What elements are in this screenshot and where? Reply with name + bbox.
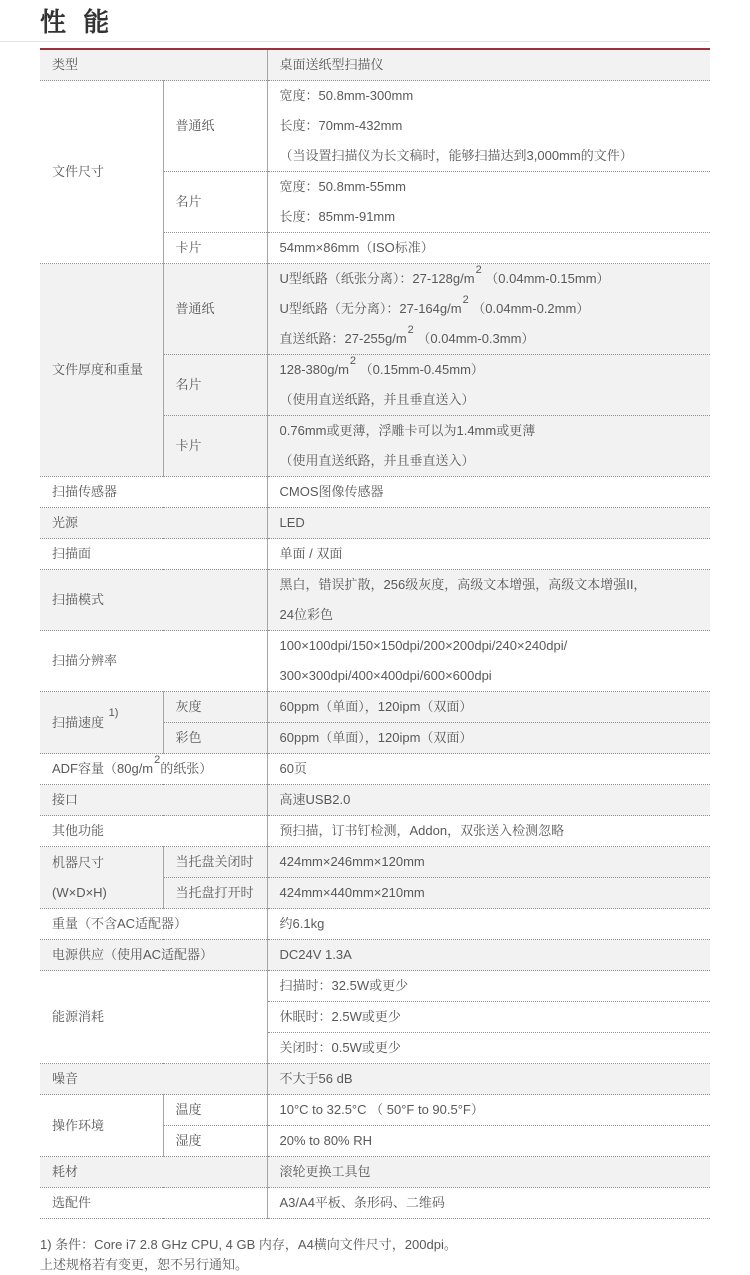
spec-label-cell — [40, 909, 267, 940]
superscript: 2 — [407, 323, 414, 336]
spec-sublabel: 当托盘打开时 — [175, 885, 254, 900]
spec-value-cell — [267, 233, 710, 264]
spec-value: 单面 / 双面 — [279, 546, 343, 561]
spec-value-cell — [267, 692, 710, 723]
spec-value: 高速USB2.0 — [279, 792, 351, 807]
spec-sublabel: 普通纸 — [175, 301, 215, 316]
spec-value-cell — [267, 570, 710, 631]
spec-value: 宽度：50.8mm-300mm — [279, 88, 414, 103]
spec-sublabel: 灰度 — [175, 699, 202, 714]
row-noise — [40, 1064, 710, 1095]
spec-label: 噪音 — [52, 1071, 79, 1086]
row-resolution — [40, 631, 710, 692]
spec-value-cell — [267, 539, 710, 570]
spec-label: 扫描面 — [52, 546, 92, 561]
spec-label-cell — [40, 816, 267, 847]
spec-label: 电源供应（使用AC适配器） — [52, 947, 214, 962]
spec-value: 桌面送纸型扫描仪 — [279, 57, 384, 72]
spec-sublabel-cell — [163, 847, 267, 878]
spec-label: 其他功能 — [52, 823, 105, 838]
row-other-functions — [40, 816, 710, 847]
spec-value-cell — [267, 49, 710, 81]
spec-value: 扫描时：32.5W或更少 — [279, 978, 409, 993]
spec-sublabel-cell — [163, 1095, 267, 1126]
spec-label-cell — [40, 1157, 267, 1188]
spec-value: $128-380g/m^2$ （0.15mm-0.45mm） — [279, 354, 484, 377]
spec-value: 约6.1kg — [279, 916, 325, 931]
spec-label: (W×D×H) — [52, 884, 107, 900]
spec-value-cell — [267, 1126, 710, 1157]
spec-label-cell — [40, 49, 267, 81]
spec-value-cell — [267, 1188, 710, 1219]
spec-label: 扫描速度 $^{1)}$ — [52, 707, 119, 730]
spec-label-cell — [40, 81, 163, 264]
spec-label-cell — [40, 692, 163, 754]
spec-label-cell — [40, 971, 267, 1064]
spec-value-cell — [267, 355, 710, 416]
spec-value: 长度：70mm-432mm — [279, 118, 403, 133]
spec-value: 休眠时：2.5W或更少 — [279, 1009, 401, 1024]
spec-value: 424mm×246mm×120mm — [279, 854, 425, 869]
spec-value: 424mm×440mm×210mm — [279, 885, 425, 900]
spec-label: 扫描分辨率 — [52, 653, 118, 668]
row-type — [40, 49, 710, 81]
spec-sublabel: 卡片 — [175, 240, 202, 255]
spec-value-cell — [267, 1002, 710, 1033]
spec-label: 扫描模式 — [52, 592, 105, 607]
spec-label-cell — [40, 264, 163, 477]
spec-value: 60ppm（单面），120ipm（双面） — [279, 699, 473, 714]
spec-label-cell — [40, 940, 267, 971]
row-scan-side — [40, 539, 710, 570]
spec-sublabel-cell — [163, 355, 267, 416]
spec-value-cell — [267, 816, 710, 847]
spec-table — [40, 48, 710, 1219]
spec-label-cell — [40, 754, 267, 785]
footnote-disclaimer: 上述规格若有变更，恕不另行通知。 — [40, 1257, 249, 1272]
spec-label-cell — [40, 539, 267, 570]
spec-value-cell — [267, 477, 710, 508]
spec-label-cell — [40, 570, 267, 631]
spec-value: 300×300dpi/400×400dpi/600×600dpi — [279, 668, 492, 683]
superscript: 2 — [475, 263, 482, 276]
spec-label-cell — [40, 785, 267, 816]
spec-sublabel-cell — [163, 692, 267, 723]
spec-label: 重量（不含AC适配器） — [52, 916, 188, 931]
spec-sublabel-cell — [163, 416, 267, 477]
row-consumables — [40, 1157, 710, 1188]
spec-value: 20% to 80% RH — [279, 1133, 373, 1148]
row-scan-modes — [40, 570, 710, 631]
spec-label: 能源消耗 — [52, 1009, 105, 1024]
superscript: 2 — [154, 753, 161, 766]
spec-value: 60ppm（单面），120ipm（双面） — [279, 730, 473, 745]
spec-label: 扫描传感器 — [52, 484, 118, 499]
spec-value: 不大于56 dB — [279, 1071, 353, 1086]
spec-value: 关闭时：0.5W或更少 — [279, 1040, 401, 1055]
spec-label-cell — [40, 631, 267, 692]
spec-value-cell — [267, 508, 710, 539]
spec-value-cell — [267, 878, 710, 909]
spec-label: ADF容量（$80g/m^2$的纸张） — [52, 753, 213, 776]
spec-value: 直送纸路：$27-255g/m^2$ （0.04mm-0.3mm） — [279, 323, 535, 346]
spec-value-cell — [267, 847, 710, 878]
spec-label: 操作环境 — [52, 1117, 105, 1133]
spec-value: A3/A4平板、条形码、二维码 — [279, 1195, 445, 1210]
spec-value: 24位彩色 — [279, 607, 333, 622]
spec-label: 类型 — [52, 57, 79, 72]
spec-sublabel-cell — [163, 878, 267, 909]
spec-label: 耗材 — [52, 1164, 79, 1179]
spec-sublabel: 彩色 — [175, 730, 202, 745]
row-environment-temp — [40, 1095, 710, 1126]
spec-label: 机器尺寸 — [52, 854, 105, 870]
spec-value: （使用直送纸路，并且垂直送入） — [279, 392, 475, 407]
spec-value: 预扫描，订书钉检测，Addon，双张送入检测忽略 — [279, 823, 565, 838]
spec-value: 54mm×86mm（ISO标准） — [279, 240, 434, 255]
spec-value-cell — [267, 264, 710, 355]
spec-value: 滚轮更换工具包 — [279, 1164, 371, 1179]
spec-label-cell — [40, 1095, 163, 1157]
page-title: 性 能 — [40, 7, 115, 37]
spec-sublabel: 当托盘关闭时 — [175, 854, 254, 869]
spec-value: 10°C to 32.5°C （ 50°F to 90.5°F） — [279, 1102, 484, 1117]
footnote-ref: 1) — [108, 707, 119, 720]
spec-value-cell — [267, 1064, 710, 1095]
spec-sublabel: 普通纸 — [175, 118, 215, 133]
row-interface — [40, 785, 710, 816]
spec-value: 60页 — [279, 761, 307, 776]
spec-value: 黑白，错误扩散，256级灰度，高级文本增强，高级文本增强II， — [279, 577, 647, 592]
row-sensor — [40, 477, 710, 508]
superscript: 2 — [462, 293, 469, 306]
spec-value-cell — [267, 1157, 710, 1188]
row-options — [40, 1188, 710, 1219]
spec-value: 宽度：50.8mm-55mm — [279, 179, 406, 194]
row-energy-scanning — [40, 971, 710, 1002]
spec-value-cell — [267, 416, 710, 477]
spec-value-cell — [267, 1033, 710, 1064]
spec-value-cell — [267, 971, 710, 1002]
spec-sublabel-cell — [163, 1126, 267, 1157]
spec-sublabel-cell — [163, 172, 267, 233]
row-weight — [40, 909, 710, 940]
spec-value: DC24V 1.3A — [279, 947, 352, 962]
spec-value-cell — [267, 81, 710, 172]
spec-value-cell — [267, 172, 710, 233]
spec-label-cell — [40, 1188, 267, 1219]
spec-sublabel: 湿度 — [175, 1133, 202, 1148]
spec-value-cell — [267, 631, 710, 692]
spec-label: 文件尺寸 — [52, 164, 105, 179]
spec-value-cell — [267, 723, 710, 754]
spec-sublabel-cell — [163, 81, 267, 172]
row-power-supply — [40, 940, 710, 971]
spec-value-cell — [267, 940, 710, 971]
spec-value-cell — [267, 754, 710, 785]
spec-value: 0.76mm或更薄，浮雕卡可以为1.4mm或更薄 — [279, 423, 536, 438]
footnotes — [40, 1235, 710, 1275]
spec-value: U型纸路（无分离）：$27-164g/m^2$ （0.04mm-0.2mm） — [279, 293, 590, 316]
footnote-condition: 1) 条件：Core i7 2.8 GHz CPU, 4 GB 内存，A4横向文件尺寸，200dpi。 — [40, 1237, 457, 1252]
spec-label: 接口 — [52, 792, 79, 807]
row-doc-size-plain — [40, 81, 710, 172]
spec-label-cell — [40, 847, 163, 909]
row-doc-weight-plain — [40, 264, 710, 355]
spec-sublabel: 名片 — [175, 194, 202, 209]
spec-label-cell — [40, 508, 267, 539]
spec-value: 100×100dpi/150×150dpi/200×200dpi/240×240dpi/ — [279, 638, 568, 653]
spec-value: （当设置扫描仪为长文稿时，能够扫描达到3,000mm的文件） — [279, 148, 633, 163]
spec-sublabel-cell — [163, 233, 267, 264]
spec-sublabel: 名片 — [175, 377, 202, 392]
spec-label: 文件厚度和重量 — [52, 362, 144, 377]
spec-sublabel-cell — [163, 723, 267, 754]
superscript: 2 — [349, 354, 357, 367]
spec-label: 光源 — [52, 515, 79, 530]
spec-value: LED — [279, 515, 305, 530]
spec-value: CMOS图像传感器 — [279, 484, 384, 499]
spec-sublabel-cell — [163, 264, 267, 355]
title-divider — [0, 41, 710, 42]
row-speed-gray — [40, 692, 710, 723]
row-adf-capacity — [40, 754, 710, 785]
spec-value-cell — [267, 1095, 710, 1126]
spec-label-cell — [40, 1064, 267, 1095]
spec-label-cell — [40, 477, 267, 508]
spec-sublabel: 卡片 — [175, 438, 202, 453]
row-light-source — [40, 508, 710, 539]
spec-value-cell — [267, 909, 710, 940]
spec-value: U型纸路（纸张分离）：$27-128g/m^2$ （0.04mm-0.15mm） — [279, 263, 610, 286]
spec-value: （使用直送纸路，并且垂直送入） — [279, 453, 475, 468]
spec-value-cell — [267, 785, 710, 816]
spec-sublabel: 温度 — [175, 1102, 202, 1117]
spec-value: 长度：85mm-91mm — [279, 209, 396, 224]
spec-label: 选配件 — [52, 1195, 92, 1210]
row-dimensions-closed — [40, 847, 710, 878]
